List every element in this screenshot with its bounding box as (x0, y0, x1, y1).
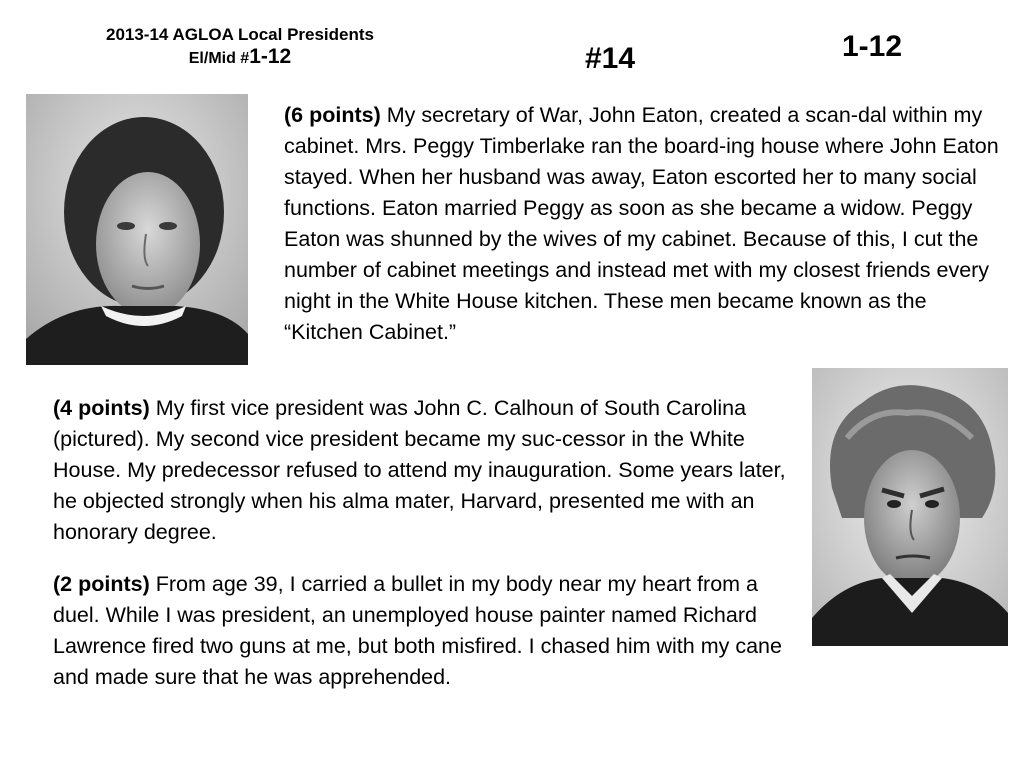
portrait-calhoun-photo (812, 368, 1008, 646)
clue-points-label: (6 points) (284, 103, 381, 127)
clue-2-points (53, 569, 798, 693)
portrait-woman-photo (26, 94, 248, 365)
clue-points-label: (2 points) (53, 572, 150, 596)
question-number: #14 (584, 42, 636, 75)
clue-4-points (53, 393, 798, 548)
header-title: 2013-14 AGLOA Local Presidents (105, 25, 374, 44)
header-subtitle-range: 1-12 (249, 45, 292, 68)
range-label: 1-12 (841, 30, 903, 63)
header-block (60, 24, 420, 70)
header-subtitle-prefix: El/Mid # (188, 50, 250, 67)
header-subtitle (60, 46, 420, 70)
clue-6-points (284, 100, 1000, 348)
clue-text: From age 39, I carried a bullet in my body near my heart from a duel. While I was president, an unemployed house painter named Richard Lawrence fired two guns at me, but both misfired. I chased him with my cane and made sure that he was apprehended. (53, 572, 782, 689)
clue-points-label: (4 points) (53, 396, 150, 420)
clue-text: My secretary of War, John Eaton, created a scan-dal within my cabinet. Mrs. Peggy Timberlake ran the board-ing house where John Eaton stayed. When her husband was away, Eaton escorted her to many social functions. Eaton married Peggy as soon as she became a widow. Peggy Eaton was shunned by the wives of my cabinet. Because of this, I cut the number of cabinet meetings and instead met with my closest friends every night in the White House kitchen. These men became known as the “Kitchen Cabinet.” (284, 103, 999, 344)
clue-text: My first vice president was John C. Calhoun of South Carolina (pictured). My second vice president became my suc-cessor in the White House. My predecessor refused to attend my inauguration. Some years later, he objected strongly when his alma mater, Harvard, presented me with an honorary degree. (53, 396, 786, 544)
